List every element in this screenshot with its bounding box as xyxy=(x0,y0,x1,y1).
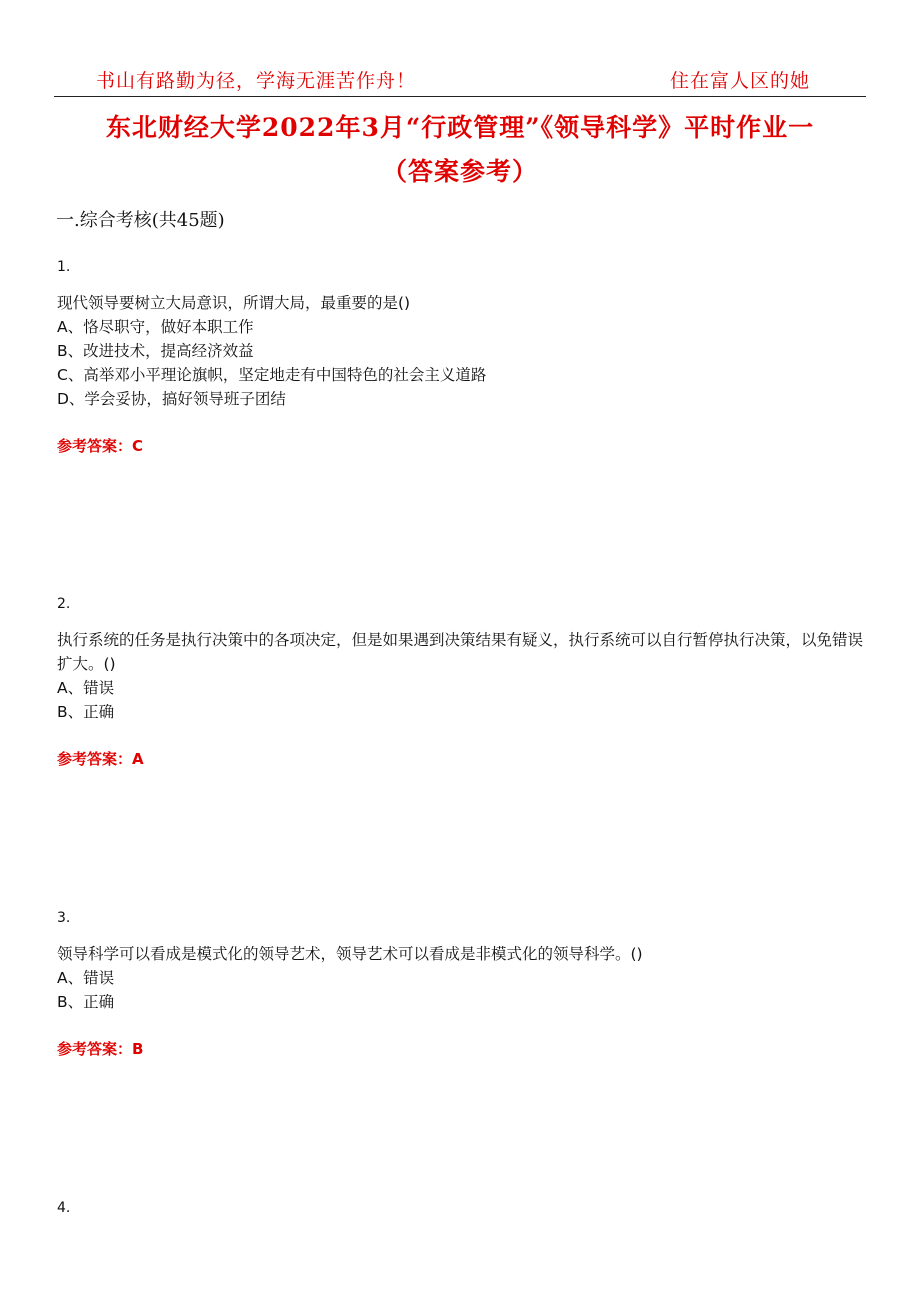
question-3 xyxy=(57,908,867,1059)
option-c: C、高举邓小平理论旗帜，坚定地走有中国特色的社会主义道路 xyxy=(57,366,487,384)
option-b: B、正确 xyxy=(57,703,115,721)
question-number: 3. xyxy=(57,910,71,926)
question-2 xyxy=(57,594,867,769)
question-1 xyxy=(57,257,867,456)
option-a: A、恪尽职守，做好本职工作 xyxy=(57,318,254,336)
header-motto: 书山有路勤为径，学海无涯苦作舟！ xyxy=(96,70,417,92)
option-a: A、错误 xyxy=(57,969,115,987)
question-text: 执行系统的任务是执行决策中的各项决定，但是如果遇到决策结果有疑义，执行系统可以自行暂停执行决策，以免错误扩大。() xyxy=(57,631,864,673)
question-text: 领导科学可以看成是模式化的领导艺术，领导艺术可以看成是非模式化的领导科学。() xyxy=(57,945,643,963)
option-b: B、正确 xyxy=(57,993,115,1011)
question-4 xyxy=(57,1198,867,1218)
option-d: D、学会妥协，搞好领导班子团结 xyxy=(57,390,286,408)
option-a: A、错误 xyxy=(57,679,115,697)
answer-label: 参考答案：B xyxy=(57,1040,144,1058)
answer-label: 参考答案：A xyxy=(57,750,144,768)
header-divider xyxy=(54,96,866,97)
question-number: 1. xyxy=(57,259,71,275)
document-title: 东北财经大学2022年3月“行政管理”《领导科学》平时作业一 xyxy=(105,113,815,142)
question-number: 2. xyxy=(57,596,71,612)
section-heading: 一.综合考核(共45题) xyxy=(56,210,225,231)
header-author: 住在富人区的她 xyxy=(670,70,811,92)
answer-label: 参考答案：C xyxy=(57,437,144,455)
question-number: 4. xyxy=(57,1200,71,1216)
question-text: 现代领导要树立大局意识，所谓大局，最重要的是() xyxy=(57,294,411,312)
option-b: B、改进技术，提高经济效益 xyxy=(57,342,254,360)
document-subtitle: （答案参考） xyxy=(381,157,538,186)
